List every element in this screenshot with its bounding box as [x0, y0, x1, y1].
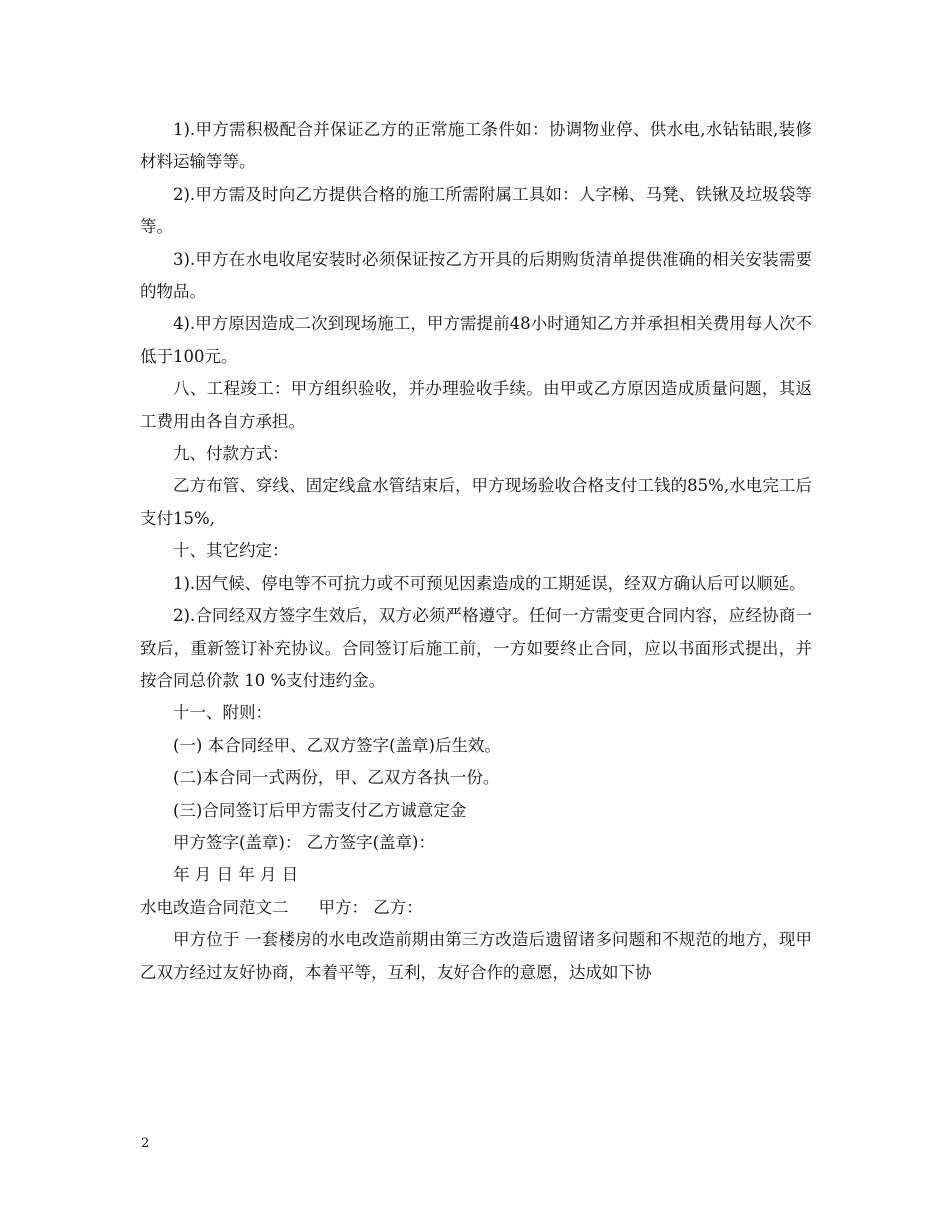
section-payment-heading: 九、付款方式： — [173, 444, 289, 464]
section-completion: 八、工程竣工：甲方组织验收，并办理验收手续。由甲或乙方原因造成质量问题，其返工费用由各自方承担。 — [140, 379, 812, 431]
payment-terms: 乙方布管、穿线、固定线盒水管结束后，甲方现场验收合格支付工钱的85%,水电完工后支付15%, — [140, 476, 812, 528]
document-body — [140, 114, 812, 989]
date-line: 年 月 日 年 月 日 — [173, 865, 299, 885]
clause-4: 4).甲方原因造成二次到现场施工，甲方需提前48小时通知乙方并承担相关费用每人次不低于100元。 — [140, 314, 812, 366]
closing-paragraph: 甲方位于 一套楼房的水电改造前期由第三方改造后遗留诸多问题和不规范的地方，现甲乙双方经过友好协商，本着平等，互利，友好合作的意愿，达成如下协 — [140, 930, 812, 982]
party-b-label: 乙方： — [373, 897, 423, 917]
appendix-item-2: (二)本合同一式两份，甲、乙双方各执一份。 — [173, 768, 500, 788]
other-clause-2: 2).合同经双方签字生效后，双方必须严格遵守。任何一方需变更合同内容，应经协商一致后，重新签订补充协议。合同签订后施工前，一方如要终止合同，应以书面形式提出，并按合同总价款 10 %支付违约金。 — [140, 606, 812, 690]
section-title-line — [140, 892, 812, 924]
appendix-item-1: (一) 本合同经甲、乙双方签字(盖章)后生效。 — [173, 735, 501, 755]
clause-1: 1).甲方需积极配合并保证乙方的正常施工条件如：协调物业停、供水电,水钻钻眼,装修材料运输等等。 — [140, 120, 812, 172]
signature-line: 甲方签字(盖章)： 乙方签字(盖章)： — [173, 832, 435, 852]
section-appendix-heading: 十一、附则： — [173, 703, 272, 723]
section-other-heading: 十、其它约定： — [173, 541, 289, 561]
other-clause-1: 1).因气候、停电等不可抗力或不可预见因素造成的工期延误，经双方确认后可以顺延。 — [173, 573, 806, 593]
clause-3: 3).甲方在水电收尾安装时必须保证按乙方开具的后期购货清单提供准确的相关安装需要的物品。 — [140, 249, 812, 302]
section-title: 水电改造合同范文二 — [140, 897, 289, 917]
page-number: 2 — [141, 1136, 150, 1151]
party-a-label: 甲方： — [318, 897, 368, 917]
clause-2: 2).甲方需及时向乙方提供合格的施工所需附属工具如：人字梯、马凳、铁锹及垃圾袋等等。 — [140, 184, 812, 237]
appendix-item-3: (三)合同签订后甲方需支付乙方诚意定金 — [173, 800, 467, 820]
